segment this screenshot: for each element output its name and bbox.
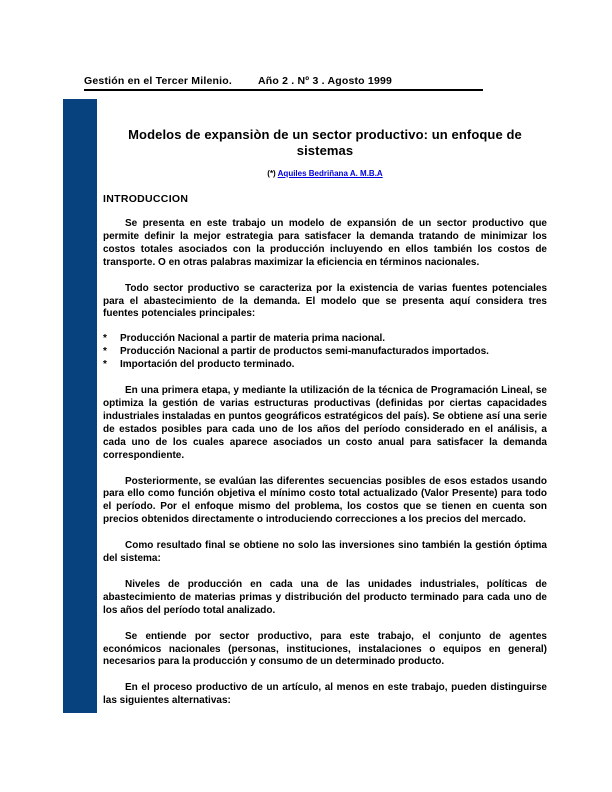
article-content [103,127,547,708]
paragraph: En el proceso productivo de un artículo, al menos en este trabajo, pueden distinguirse las siguientes alternativas: [103,682,547,707]
list-item-text: Producción Nacional a partir de materia prima nacional. [120,333,386,345]
left-accent-bar [63,99,97,713]
author-line [103,169,547,178]
section-heading: INTRODUCCION [103,193,189,205]
list-item-text: Importación del producto terminado. [120,359,295,371]
journal-masthead [84,75,484,87]
author-link[interactable]: Aquiles Bedriñana A. M.B.A [277,169,383,178]
sources-list [103,333,547,372]
paragraph: Niveles de producción en cada una de las unidades industriales, políticas de abastecimiento de materias primas y distribución del producto terminado para cada uno de los años del período total analizado. [103,578,547,616]
paragraph: Se presenta en este trabajo un modelo de expansión de un sector productivo que permite definir la mejor estrategia para satisfacer la demanda tratando de minimizar los costos totales asociados con la producción incluyendo en ellos también los costos de transporte. O en otras palabras maximizar la eficiencia en términos nacionales. [103,218,547,268]
paragraph: Posteriormente, se evalúan las diferentes secuencias posibles de esos estados usando para ello como función objetiva el mínimo costo total actualizado (Valor Presente) para todo el período. Por el enfoque mismo del problema, los costos que se tienen en cuenta son precios obtenidos directamente o introduciendo correcciones a los precios del mercado. [103,475,547,526]
author-note-marker: (*) [267,169,278,178]
bullet-marker: * [103,359,107,371]
paragraph: Se entiende por sector productivo, para este trabajo, el conjunto de agentes económicos nacionales (personas, instituciones, instalaciones o equipos en general) necesarios para la producción y consumo de un determinado producto. [103,630,547,668]
list-item [103,359,547,372]
article-title: Modelos de expansiòn de un sector productivo: un enfoque de sistemas [128,127,522,158]
paragraph: Todo sector productivo se caracteriza por la existencia de varias fuentes potenciales para el abastecimiento de la demanda. El modelo que se presenta aquí considera tres fuentes potenciales principales: [103,282,547,320]
issue-info: Año 2 . Nº 3 . Agosto 1999 [257,75,393,87]
paragraph: En una primera etapa, y mediante la utilización de la técnica de Programación Lineal, se optimiza la gestión de varias estructuras productivas (definidas por ciertas capacidades industriales instaladas en puntos geográficos estratégicos del país). Se obtiene así una serie de estados posibles para cada uno de los años del período considerado en el análisis, a cada uno de los cuales aparece asociados un costo anual para satisfacer la demanda correspondiente. [103,385,547,461]
bullet-marker: * [103,333,107,345]
journal-name: Gestión en el Tercer Milenio. [84,75,232,87]
paragraph: Como resultado final se obtiene no solo las inversiones sino también la gestión óptima del sistema: [103,540,547,565]
list-item [103,333,547,346]
list-item [103,346,547,359]
header-divider [84,89,483,91]
list-item-text: Producción Nacional a partir de productos semi-manufacturados importados. [120,346,489,358]
bullet-marker: * [103,346,107,358]
